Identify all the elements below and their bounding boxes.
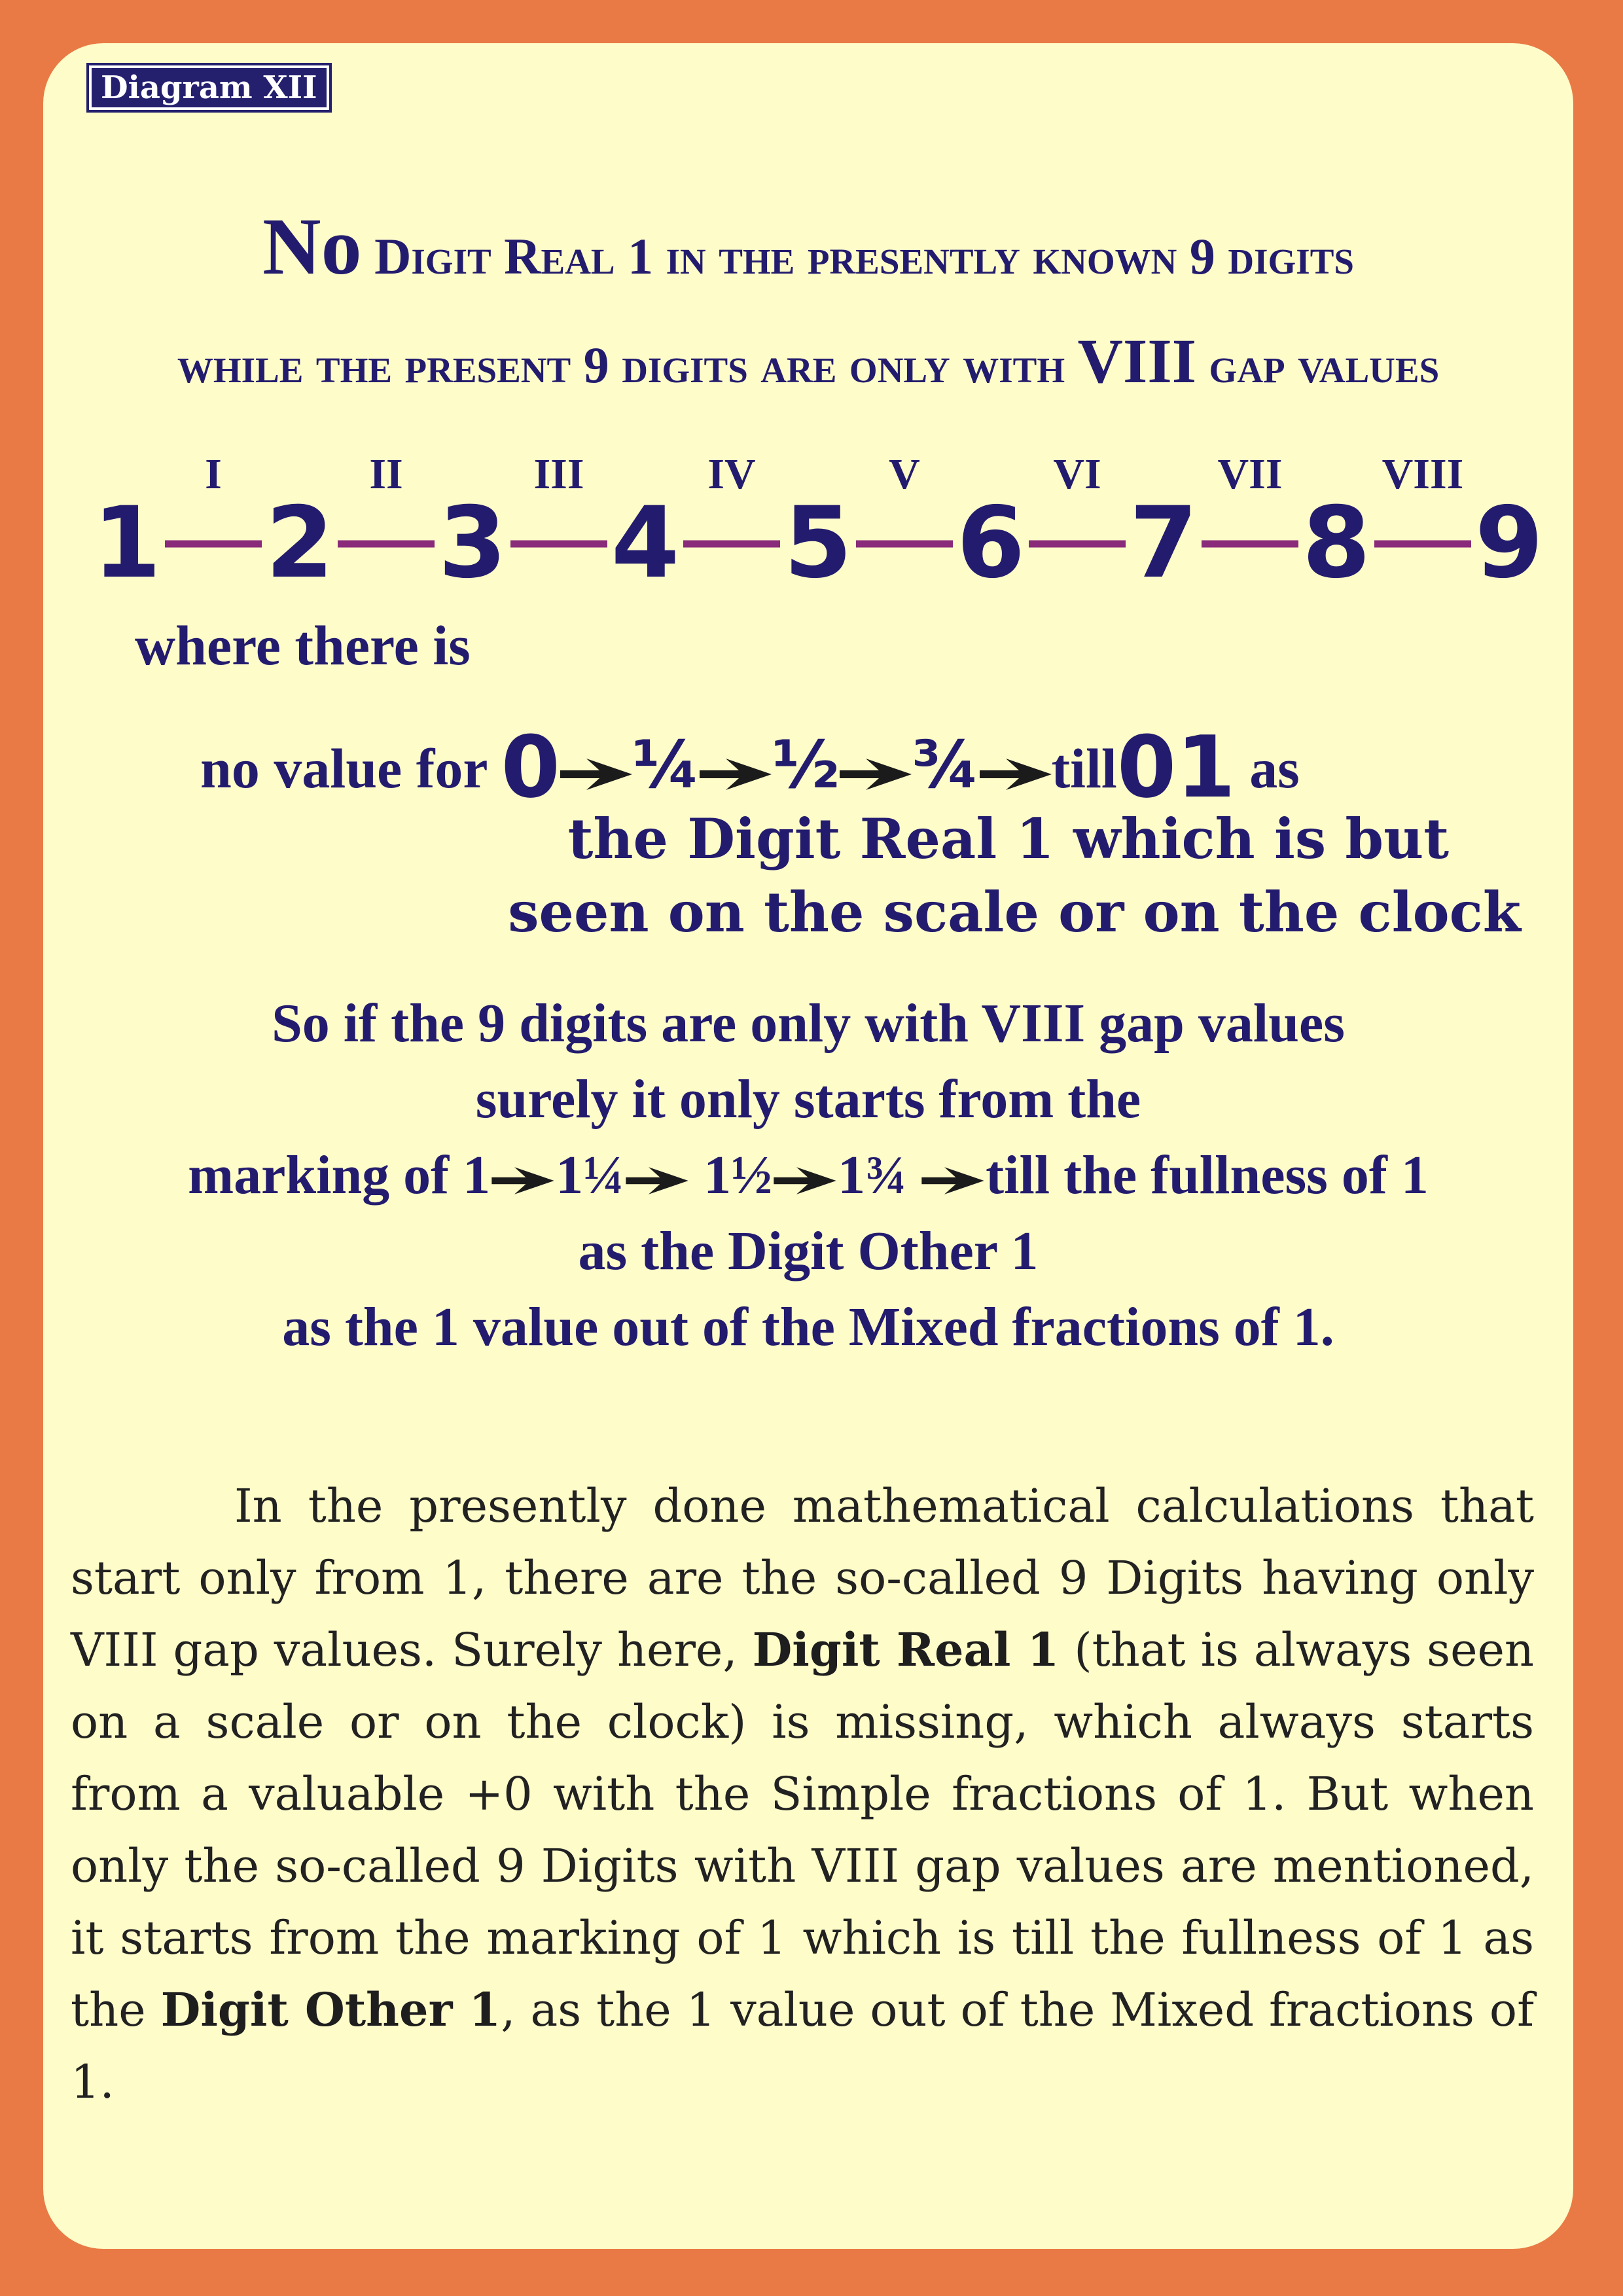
where-text: where there is — [135, 614, 471, 677]
scale-digit: 9 — [1474, 486, 1544, 600]
half-fraction: ½ — [772, 726, 840, 803]
scale-digit: 2 — [265, 486, 334, 600]
arrow-icon — [920, 1164, 986, 1198]
gap-label: VIII — [1382, 450, 1464, 498]
quarter-fraction: ¼ — [632, 726, 700, 803]
scale-digit: 7 — [1129, 486, 1198, 600]
scale-digit: 1 — [92, 486, 162, 600]
paragraph-bold-2: Digit Other 1 — [160, 1982, 501, 2037]
no-value-prefix: no value for — [200, 737, 487, 800]
digit-real-text — [43, 802, 1573, 949]
as-text: as — [1249, 737, 1300, 800]
zero-digit: 0 — [501, 717, 560, 817]
arrow-icon — [700, 755, 772, 794]
zero-one-digits: 01 — [1116, 717, 1236, 817]
arrow-icon — [772, 1164, 838, 1198]
digit-real-line-1: the Digit Real 1 which is but — [567, 806, 1449, 871]
paragraph-bold-1: Digit Real 1 — [752, 1623, 1060, 1677]
so-if-block — [43, 986, 1573, 1365]
so-if-line-1: So if the 9 digits are only with VIII gap values — [272, 993, 1345, 1054]
marking-text: marking of 1 — [188, 1145, 491, 1206]
diagram-panel — [43, 43, 1573, 2249]
arrow-icon — [624, 1164, 690, 1198]
scale-digit: 5 — [783, 486, 853, 600]
arrow-icon — [980, 755, 1052, 794]
digit-scale — [43, 43, 1573, 632]
gap-label: V — [889, 450, 920, 498]
title-viii: VIII — [1077, 326, 1197, 396]
title-line-2-end: gap values — [1209, 336, 1440, 393]
so-if-line-5: as the 1 value out of the Mixed fractions of 1. — [282, 1297, 1334, 1357]
title-no: No — [262, 202, 362, 291]
gap-label: II — [369, 450, 403, 498]
scale-digit: 8 — [1302, 486, 1371, 600]
gap-label: VI — [1053, 450, 1101, 498]
till-text: till — [1051, 737, 1117, 800]
so-if-line-2: surely it only starts from the — [475, 1069, 1141, 1130]
paragraph-part-2: (that is always seen on a scale or on the clock) is missing, which always starts from a valuable +0 with the Simple fractions of 1. But when only the so-called 9 Digits with VIII gap values are mentioned, it starts from the marking of 1 which is till the fullness of 1 as the — [71, 1623, 1535, 2037]
one-three-quarter-mixed: 1¾ — [838, 1145, 907, 1206]
arrow-icon — [840, 755, 912, 794]
diagram-badge: Diagram XII — [89, 65, 329, 110]
so-if-line-4: as the Digit Other 1 — [578, 1221, 1039, 1282]
scale-digit: 3 — [438, 486, 507, 600]
explanation-paragraph — [71, 1470, 1534, 2118]
paragraph-part-3: , as the 1 value out of the Mixed fractions of 1. — [71, 1983, 1534, 2109]
arrow-icon — [560, 755, 632, 794]
arrow-icon — [490, 1164, 556, 1198]
gap-label: I — [205, 450, 222, 498]
gap-label: IV — [707, 450, 756, 498]
title-line-2-text: while the present 9 digits are only with — [177, 336, 1065, 393]
digit-real-line-2: seen on the scale or on the clock — [508, 880, 1521, 944]
three-quarter-fraction: ¾ — [911, 726, 980, 803]
gap-label: VII — [1217, 450, 1283, 498]
fullness-text: till the fullness of 1 — [986, 1145, 1429, 1206]
gap-label: III — [533, 450, 584, 498]
scale-digit: 4 — [611, 486, 680, 600]
one-half-mixed: 1½ — [704, 1145, 773, 1206]
paragraph-part-1: In the presently done mathematical calculations that start only from 1, there are the so-called 9 Digits having only VIII gap values. Surely here, — [71, 1479, 1534, 1677]
one-quarter-mixed: 1¼ — [556, 1145, 625, 1206]
scale-digit: 6 — [956, 486, 1026, 600]
title-line-1-text: Digit Real 1 in the presently known 9 digits — [374, 228, 1354, 285]
so-if-line-3 — [43, 1138, 1573, 1213]
